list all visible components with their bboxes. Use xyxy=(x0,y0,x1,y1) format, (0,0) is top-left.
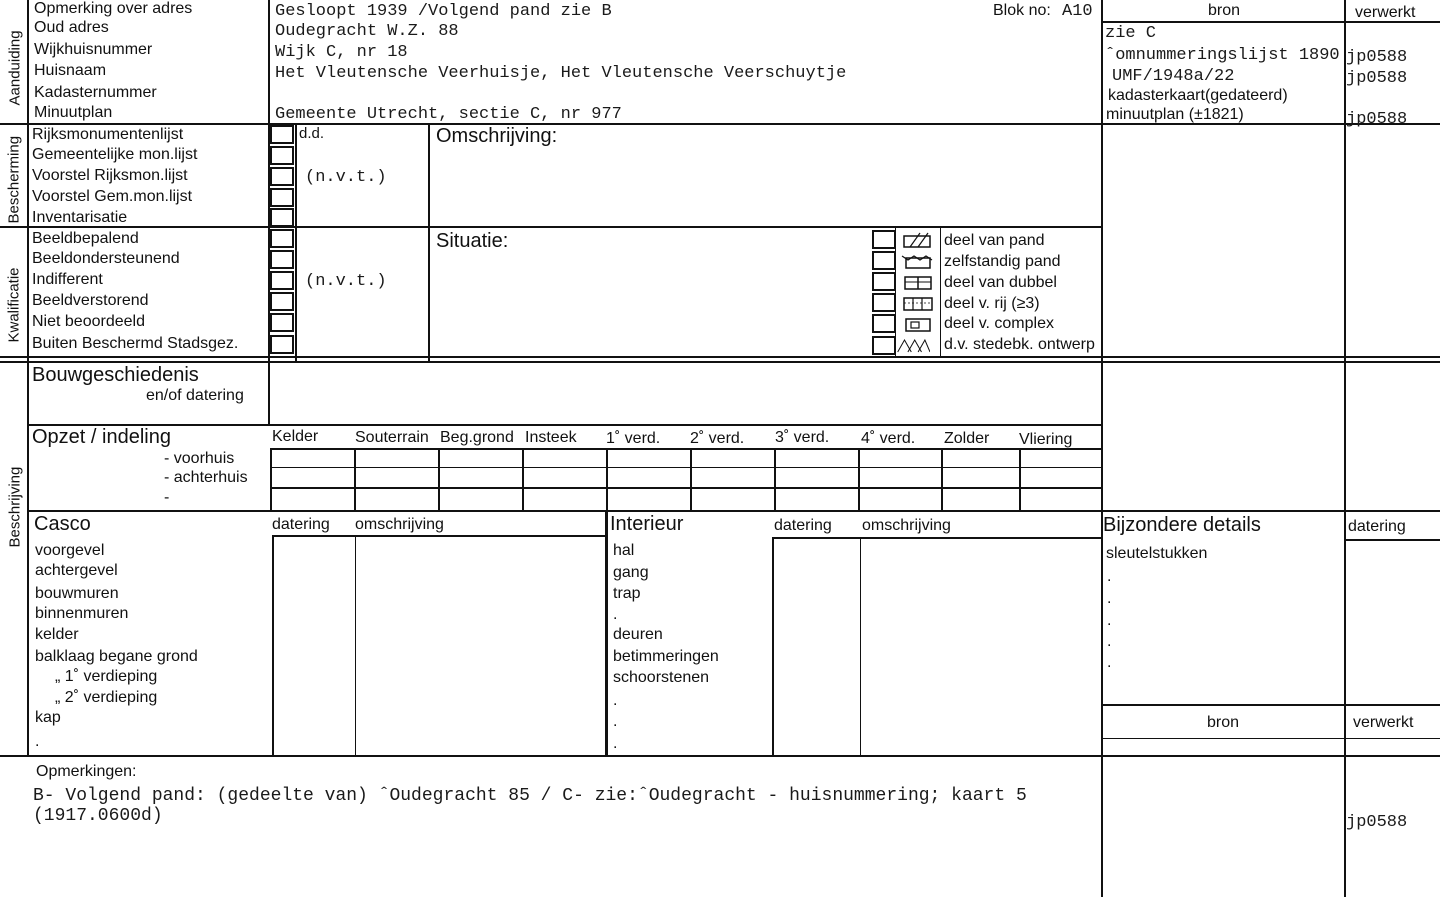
row-label-beeldondersteunend: Beeldondersteunend xyxy=(32,250,180,267)
option-zelfstandig-pand: zelfstandig pand xyxy=(944,253,1061,270)
row-label-wijkhuisnummer: Wijkhuisnummer xyxy=(34,41,153,58)
value-huisnaam: Het Vleutensche Veerhuisje, Het Vleutensche Veerschuytje xyxy=(275,64,847,83)
nvt-bescherming: (n.v.t.) xyxy=(305,168,387,187)
interieur-item: . xyxy=(613,713,618,730)
opmerkingen-title: Opmerkingen: xyxy=(36,763,137,780)
casco-item: balklaag begane grond xyxy=(35,648,198,665)
interieur-item: deuren xyxy=(613,626,663,643)
interieur-omschrijving-header: omschrijving xyxy=(862,517,951,534)
verwerkt-entry: jp0588 xyxy=(1346,48,1408,67)
option-deel-van-dubbel: deel van dubbel xyxy=(944,274,1057,291)
interieur-item: betimmeringen xyxy=(613,648,719,665)
checkbox-deel-van-pand[interactable] xyxy=(872,230,896,249)
checkbox-voorstel-gem[interactable] xyxy=(270,188,294,207)
value-oud-adres: Oudegracht W.Z. 88 xyxy=(275,22,459,41)
floor-header-4-verd: 4˚ verd. xyxy=(861,430,916,447)
checkbox-beeldondersteunend[interactable] xyxy=(270,250,294,269)
checkbox-inventarisatie[interactable] xyxy=(270,208,294,227)
opzet-row-blank: - xyxy=(164,489,170,506)
checkbox-deel-v-complex[interactable] xyxy=(872,314,896,333)
checkbox-voorstel-rijksmon[interactable] xyxy=(270,167,294,186)
floor-header-insteek: Insteek xyxy=(525,429,577,446)
row-label-minuutplan: Minuutplan xyxy=(34,104,113,121)
row-label-rijksmonumentenlijst: Rijksmonumentenlijst xyxy=(32,126,184,143)
bron-entry: zie C xyxy=(1105,24,1157,43)
nvt-kwalificatie: (n.v.t.) xyxy=(305,272,387,291)
bron-entry: minuutplan (±1821) xyxy=(1106,106,1244,123)
casco-omschrijving-header: omschrijving xyxy=(355,516,444,533)
bijzondere-item: . xyxy=(1107,612,1112,629)
floor-header-1-verd: 1˚ verd. xyxy=(606,430,661,447)
floor-header-2-verd: 2˚ verd. xyxy=(690,430,745,447)
interieur-datering-header: datering xyxy=(774,517,832,534)
interieur-item: . xyxy=(613,735,618,752)
interieur-item: gang xyxy=(613,564,649,581)
checkbox-zelfstandig-pand[interactable] xyxy=(872,251,896,270)
row-label-huisnaam: Huisnaam xyxy=(34,62,107,79)
bijzondere-title: Bijzondere details xyxy=(1103,514,1261,536)
casco-item: kelder xyxy=(35,626,79,643)
row-label-voorstel-gem: Voorstel Gem.mon.lijst xyxy=(32,188,193,205)
deel-van-dubbel-icon xyxy=(900,273,934,291)
opmerkingen-line: B- Volgend pand: (gedeelte van) ˆOudegracht 85 / C- zie:ˆOudegracht - huisnummering; kaart 5 xyxy=(33,786,1027,806)
checkbox-niet-beoordeeld[interactable] xyxy=(270,313,294,332)
side-label-bescherming: Bescherming xyxy=(5,135,23,224)
value-opmerking: Gesloopt 1939 /Volgend pand zie B xyxy=(275,2,612,21)
casco-item: kap xyxy=(35,709,61,726)
opzet-row-achterhuis: - achterhuis xyxy=(164,469,248,486)
casco-item: binnenmuren xyxy=(35,605,129,622)
checkbox-gemeentelijke[interactable] xyxy=(270,146,294,165)
interieur-title: Interieur xyxy=(610,513,684,535)
row-label-kadasternummer: Kadasternummer xyxy=(34,84,157,101)
verwerkt-lower-header: verwerkt xyxy=(1353,714,1414,731)
casco-item: bouwmuren xyxy=(35,585,119,602)
casco-item: „ 1˚ verdieping xyxy=(55,668,158,685)
stedebouwkundig-ontwerp-icon xyxy=(896,337,930,355)
bijzondere-item: . xyxy=(1107,590,1112,607)
option-deel-v-complex: deel v. complex xyxy=(944,315,1054,332)
casco-item: achtergevel xyxy=(35,562,118,579)
floor-header-beg-grond: Beg.grond xyxy=(440,429,514,446)
floor-header-zolder: Zolder xyxy=(944,430,990,447)
bron-entry: ˆomnummeringslijst 1890 xyxy=(1105,46,1340,65)
bijzondere-item: . xyxy=(1107,568,1112,585)
bijzondere-item: sleutelstukken xyxy=(1106,545,1208,562)
floor-header-souterrain: Souterrain xyxy=(355,429,429,446)
row-label-buiten-beschermd: Buiten Beschermd Stadsgez. xyxy=(32,335,239,352)
checkbox-beeldverstorend[interactable] xyxy=(270,292,294,311)
casco-datering-header: datering xyxy=(272,516,330,533)
side-label-kwalificatie: Kwalificatie xyxy=(5,267,23,343)
deel-van-pand-icon xyxy=(900,231,934,249)
row-label-niet-beoordeeld: Niet beoordeeld xyxy=(32,313,145,330)
bijzondere-item: . xyxy=(1107,654,1112,671)
row-label-voorstel-rijksmon: Voorstel Rijksmon.lijst xyxy=(32,167,188,184)
bijzondere-item: . xyxy=(1107,633,1112,650)
bron-entry: kadasterkaart(gedateerd) xyxy=(1108,87,1288,104)
checkbox-deel-v-rij[interactable] xyxy=(872,293,896,312)
casco-title: Casco xyxy=(34,513,91,535)
casco-item: voorgevel xyxy=(35,542,105,559)
floor-header-kelder: Kelder xyxy=(272,428,319,445)
interieur-item: hal xyxy=(613,542,635,559)
checkbox-deel-van-dubbel[interactable] xyxy=(872,272,896,291)
bouwgeschiedenis-title: Bouwgeschiedenis xyxy=(32,364,199,386)
row-label-oud-adres: Oud adres xyxy=(34,19,109,36)
option-stedebouwkundig-ontwerp: d.v. stedebk. ontwerp xyxy=(944,336,1095,353)
situatie-label: Situatie: xyxy=(436,230,509,252)
opzet-title: Opzet / indeling xyxy=(32,426,171,448)
blok-label: Blok no: xyxy=(993,2,1051,19)
value-wijkhuisnummer: Wijk C, nr 18 xyxy=(275,43,408,62)
row-label-gemeentelijke: Gemeentelijke mon.lijst xyxy=(32,146,198,163)
bron-lower-header: bron xyxy=(1207,714,1240,731)
dd-label: d.d. xyxy=(299,125,325,142)
deel-v-complex-icon xyxy=(900,315,934,333)
checkbox-buiten-beschermd[interactable] xyxy=(270,335,294,354)
opmerkingen-line: (1917.0600d) xyxy=(33,806,163,826)
opzet-row-voorhuis: - voorhuis xyxy=(164,450,235,467)
checkbox-stedebouwkundig-ontwerp[interactable] xyxy=(872,336,896,355)
row-label-beeldverstorend: Beeldverstorend xyxy=(32,292,149,309)
row-label-indifferent: Indifferent xyxy=(32,271,103,288)
zelfstandig-pand-icon xyxy=(900,252,934,270)
casco-item: . xyxy=(35,733,40,750)
opmerkingen-verwerkt: jp0588 xyxy=(1346,813,1408,832)
blok-value: A10 xyxy=(1062,2,1093,21)
row-label-beeldbepalend: Beeldbepalend xyxy=(32,230,139,247)
bron-header: bron xyxy=(1208,2,1241,19)
option-deel-v-rij: deel v. rij (≥3) xyxy=(944,295,1040,312)
floor-header-vliering: Vliering xyxy=(1019,431,1073,448)
interieur-item: . xyxy=(613,606,618,623)
floor-header-3-verd: 3˚ verd. xyxy=(775,429,830,446)
verwerkt-header: verwerkt xyxy=(1355,4,1416,21)
interieur-item: . xyxy=(613,692,618,709)
bijzondere-datering-header: datering xyxy=(1348,518,1406,535)
value-minuutplan: Gemeente Utrecht, sectie C, nr 977 xyxy=(275,105,622,124)
casco-item: „ 2˚ verdieping xyxy=(55,689,158,706)
deel-v-rij-icon xyxy=(900,294,934,312)
omschrijving-label: Omschrijving: xyxy=(436,125,558,147)
bron-entry: UMF/1948a/22 xyxy=(1112,67,1235,86)
bouwgeschiedenis-subtitle: en/of datering xyxy=(146,387,244,404)
verwerkt-entry: jp0588 xyxy=(1346,110,1408,129)
checkbox-indifferent[interactable] xyxy=(270,271,294,290)
side-label-aanduiding: Aanduiding xyxy=(6,30,24,106)
row-label-opmerking: Opmerking over adres xyxy=(34,0,193,17)
side-label-beschrijving: Beschrijving xyxy=(6,466,24,548)
checkbox-beeldbepalend[interactable] xyxy=(270,229,294,248)
checkbox-rijksmonumentenlijst[interactable] xyxy=(270,125,294,144)
verwerkt-entry: jp0588 xyxy=(1346,69,1408,88)
option-deel-van-pand: deel van pand xyxy=(944,232,1045,249)
interieur-item: schoorstenen xyxy=(613,669,710,686)
interieur-item: trap xyxy=(613,585,641,602)
row-label-inventarisatie: Inventarisatie xyxy=(32,209,128,226)
